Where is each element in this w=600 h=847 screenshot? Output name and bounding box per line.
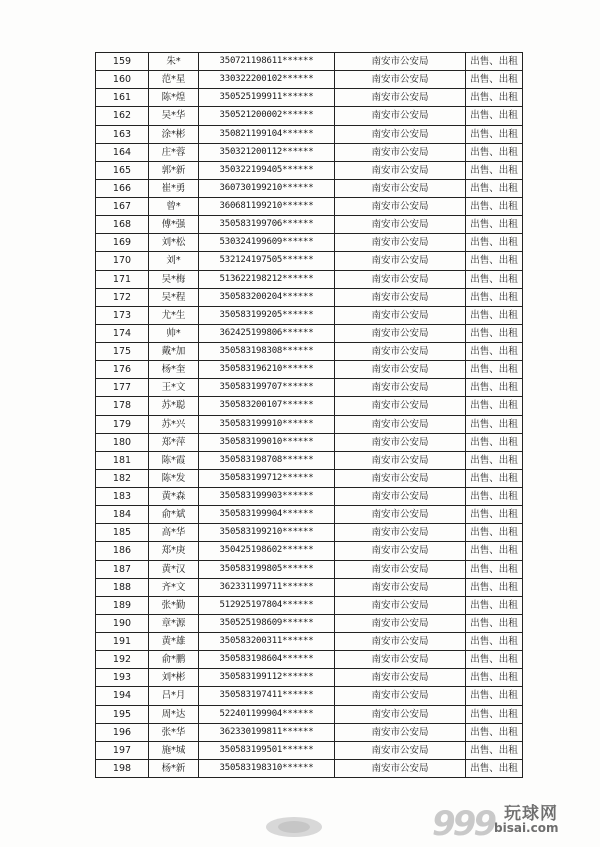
table-row bbox=[96, 89, 523, 107]
id-number: 522401199904****** bbox=[199, 705, 335, 723]
violation-type: 出售、出租 bbox=[466, 107, 523, 125]
table-row bbox=[96, 234, 523, 252]
person-name: 苏*聪 bbox=[149, 397, 199, 415]
person-name: 刘*彬 bbox=[149, 669, 199, 687]
issuing-authority: 南安市公安局 bbox=[335, 542, 466, 560]
table-row bbox=[96, 596, 523, 614]
table-row bbox=[96, 469, 523, 487]
table-row bbox=[96, 161, 523, 179]
table-row bbox=[96, 633, 523, 651]
watermark-brand: 玩球网 bbox=[504, 804, 558, 824]
row-number: 168 bbox=[96, 216, 149, 234]
table-row bbox=[96, 71, 523, 89]
violation-type: 出售、出租 bbox=[466, 669, 523, 687]
violation-type: 出售、出租 bbox=[466, 578, 523, 596]
id-number: 350583199010****** bbox=[199, 433, 335, 451]
row-number: 180 bbox=[96, 433, 149, 451]
id-number: 513622198212****** bbox=[199, 270, 335, 288]
person-name: 俞*斌 bbox=[149, 506, 199, 524]
row-number: 184 bbox=[96, 506, 149, 524]
table-row bbox=[96, 705, 523, 723]
table-row bbox=[96, 379, 523, 397]
records-table bbox=[95, 52, 523, 778]
violation-type: 出售、出租 bbox=[466, 741, 523, 759]
issuing-authority: 南安市公安局 bbox=[335, 651, 466, 669]
violation-type: 出售、出租 bbox=[466, 143, 523, 161]
row-number: 194 bbox=[96, 687, 149, 705]
issuing-authority: 南安市公安局 bbox=[335, 614, 466, 632]
id-number: 350583196210****** bbox=[199, 361, 335, 379]
person-name: 张*勤 bbox=[149, 596, 199, 614]
issuing-authority: 南安市公安局 bbox=[335, 107, 466, 125]
person-name: 陈*煌 bbox=[149, 89, 199, 107]
violation-type: 出售、出租 bbox=[466, 451, 523, 469]
id-number: 350322199405****** bbox=[199, 161, 335, 179]
issuing-authority: 南安市公安局 bbox=[335, 397, 466, 415]
row-number: 175 bbox=[96, 343, 149, 361]
id-number: 350821199104****** bbox=[199, 125, 335, 143]
id-number: 350425198602****** bbox=[199, 542, 335, 560]
issuing-authority: 南安市公安局 bbox=[335, 179, 466, 197]
id-number: 350583199712****** bbox=[199, 469, 335, 487]
id-number: 350583198604****** bbox=[199, 651, 335, 669]
id-number: 350583198310****** bbox=[199, 759, 335, 777]
violation-type: 出售、出租 bbox=[466, 596, 523, 614]
id-number: 362331199711****** bbox=[199, 578, 335, 596]
row-number: 176 bbox=[96, 361, 149, 379]
table-row bbox=[96, 759, 523, 777]
row-number: 192 bbox=[96, 651, 149, 669]
id-number: 350583197411****** bbox=[199, 687, 335, 705]
violation-type: 出售、出租 bbox=[466, 469, 523, 487]
violation-type: 出售、出租 bbox=[466, 506, 523, 524]
person-name: 涂*彬 bbox=[149, 125, 199, 143]
person-name: 傅*强 bbox=[149, 216, 199, 234]
table-row bbox=[96, 198, 523, 216]
issuing-authority: 南安市公安局 bbox=[335, 198, 466, 216]
table-row bbox=[96, 107, 523, 125]
row-number: 191 bbox=[96, 633, 149, 651]
row-number: 177 bbox=[96, 379, 149, 397]
issuing-authority: 南安市公安局 bbox=[335, 705, 466, 723]
issuing-authority: 南安市公安局 bbox=[335, 687, 466, 705]
id-number: 350525199911****** bbox=[199, 89, 335, 107]
row-number: 178 bbox=[96, 397, 149, 415]
issuing-authority: 南安市公安局 bbox=[335, 723, 466, 741]
violation-type: 出售、出租 bbox=[466, 198, 523, 216]
table-row bbox=[96, 179, 523, 197]
violation-type: 出售、出租 bbox=[466, 524, 523, 542]
violation-type: 出售、出租 bbox=[466, 234, 523, 252]
person-name: 齐*文 bbox=[149, 578, 199, 596]
id-number: 362425199806****** bbox=[199, 324, 335, 342]
issuing-authority: 南安市公安局 bbox=[335, 343, 466, 361]
row-number: 170 bbox=[96, 252, 149, 270]
table-row bbox=[96, 397, 523, 415]
violation-type: 出售、出租 bbox=[466, 614, 523, 632]
id-number: 362330199811****** bbox=[199, 723, 335, 741]
issuing-authority: 南安市公安局 bbox=[335, 306, 466, 324]
row-number: 163 bbox=[96, 125, 149, 143]
violation-type: 出售、出租 bbox=[466, 415, 523, 433]
person-name: 黄*雄 bbox=[149, 633, 199, 651]
violation-type: 出售、出租 bbox=[466, 687, 523, 705]
violation-type: 出售、出租 bbox=[466, 161, 523, 179]
row-number: 167 bbox=[96, 198, 149, 216]
violation-type: 出售、出租 bbox=[466, 343, 523, 361]
row-number: 160 bbox=[96, 71, 149, 89]
id-number: 350583199903****** bbox=[199, 488, 335, 506]
table-row bbox=[96, 270, 523, 288]
row-number: 169 bbox=[96, 234, 149, 252]
violation-type: 出售、出租 bbox=[466, 216, 523, 234]
site-watermark bbox=[432, 801, 592, 844]
id-number: 350321200112****** bbox=[199, 143, 335, 161]
table-row bbox=[96, 524, 523, 542]
table-row bbox=[96, 306, 523, 324]
id-number: 350583198308****** bbox=[199, 343, 335, 361]
person-name: 杨*奎 bbox=[149, 361, 199, 379]
row-number: 173 bbox=[96, 306, 149, 324]
table-row bbox=[96, 451, 523, 469]
row-number: 187 bbox=[96, 560, 149, 578]
violation-type: 出售、出租 bbox=[466, 433, 523, 451]
violation-type: 出售、出租 bbox=[466, 542, 523, 560]
row-number: 181 bbox=[96, 451, 149, 469]
violation-type: 出售、出租 bbox=[466, 306, 523, 324]
table-row bbox=[96, 361, 523, 379]
id-number: 350583199706****** bbox=[199, 216, 335, 234]
row-number: 172 bbox=[96, 288, 149, 306]
id-number: 532124197505****** bbox=[199, 252, 335, 270]
id-number: 350583200204****** bbox=[199, 288, 335, 306]
issuing-authority: 南安市公安局 bbox=[335, 89, 466, 107]
id-number: 350583199210****** bbox=[199, 524, 335, 542]
violation-type: 出售、出租 bbox=[466, 633, 523, 651]
person-name: 俞*鹏 bbox=[149, 651, 199, 669]
records-table-body bbox=[96, 53, 523, 778]
row-number: 189 bbox=[96, 596, 149, 614]
issuing-authority: 南安市公安局 bbox=[335, 488, 466, 506]
table-row bbox=[96, 252, 523, 270]
issuing-authority: 南安市公安局 bbox=[335, 125, 466, 143]
table-row bbox=[96, 669, 523, 687]
person-name: 刘* bbox=[149, 252, 199, 270]
violation-type: 出售、出租 bbox=[466, 705, 523, 723]
person-name: 黄*汉 bbox=[149, 560, 199, 578]
id-number: 350583199205****** bbox=[199, 306, 335, 324]
row-number: 174 bbox=[96, 324, 149, 342]
person-name: 苏*兴 bbox=[149, 415, 199, 433]
id-number: 350583199501****** bbox=[199, 741, 335, 759]
violation-type: 出售、出租 bbox=[466, 651, 523, 669]
person-name: 范*星 bbox=[149, 71, 199, 89]
violation-type: 出售、出租 bbox=[466, 379, 523, 397]
id-number: 360730199210****** bbox=[199, 179, 335, 197]
row-number: 185 bbox=[96, 524, 149, 542]
issuing-authority: 南安市公安局 bbox=[335, 161, 466, 179]
issuing-authority: 南安市公安局 bbox=[335, 669, 466, 687]
ink-smudge bbox=[262, 813, 326, 841]
issuing-authority: 南安市公安局 bbox=[335, 633, 466, 651]
id-number: 512925197804****** bbox=[199, 596, 335, 614]
violation-type: 出售、出租 bbox=[466, 53, 523, 71]
id-number: 350583199112****** bbox=[199, 669, 335, 687]
issuing-authority: 南安市公安局 bbox=[335, 741, 466, 759]
row-number: 164 bbox=[96, 143, 149, 161]
violation-type: 出售、出租 bbox=[466, 759, 523, 777]
watermark-digits: 999 bbox=[432, 804, 494, 844]
issuing-authority: 南安市公安局 bbox=[335, 433, 466, 451]
person-name: 刘*松 bbox=[149, 234, 199, 252]
violation-type: 出售、出租 bbox=[466, 723, 523, 741]
row-number: 161 bbox=[96, 89, 149, 107]
id-number: 350721198611****** bbox=[199, 53, 335, 71]
person-name: 吴*梅 bbox=[149, 270, 199, 288]
row-number: 162 bbox=[96, 107, 149, 125]
person-name: 杨*新 bbox=[149, 759, 199, 777]
person-name: 戴*加 bbox=[149, 343, 199, 361]
table-row bbox=[96, 560, 523, 578]
id-number: 330322200102****** bbox=[199, 71, 335, 89]
person-name: 高*华 bbox=[149, 524, 199, 542]
table-row bbox=[96, 415, 523, 433]
issuing-authority: 南安市公安局 bbox=[335, 415, 466, 433]
issuing-authority: 南安市公安局 bbox=[335, 759, 466, 777]
person-name: 陈*发 bbox=[149, 469, 199, 487]
table-row bbox=[96, 578, 523, 596]
issuing-authority: 南安市公安局 bbox=[335, 71, 466, 89]
person-name: 吴*华 bbox=[149, 107, 199, 125]
person-name: 曾* bbox=[149, 198, 199, 216]
violation-type: 出售、出租 bbox=[466, 361, 523, 379]
person-name: 施*城 bbox=[149, 741, 199, 759]
person-name: 庄*蓉 bbox=[149, 143, 199, 161]
person-name: 张*华 bbox=[149, 723, 199, 741]
id-number: 530324199609****** bbox=[199, 234, 335, 252]
issuing-authority: 南安市公安局 bbox=[335, 252, 466, 270]
violation-type: 出售、出租 bbox=[466, 252, 523, 270]
id-number: 350583199910****** bbox=[199, 415, 335, 433]
row-number: 165 bbox=[96, 161, 149, 179]
table-row bbox=[96, 723, 523, 741]
row-number: 179 bbox=[96, 415, 149, 433]
id-number: 360681199210****** bbox=[199, 198, 335, 216]
row-number: 193 bbox=[96, 669, 149, 687]
issuing-authority: 南安市公安局 bbox=[335, 234, 466, 252]
table-row bbox=[96, 343, 523, 361]
person-name: 章*源 bbox=[149, 614, 199, 632]
table-row bbox=[96, 687, 523, 705]
violation-type: 出售、出租 bbox=[466, 125, 523, 143]
violation-type: 出售、出租 bbox=[466, 288, 523, 306]
person-name: 朱* bbox=[149, 53, 199, 71]
id-number: 350583200311****** bbox=[199, 633, 335, 651]
row-number: 159 bbox=[96, 53, 149, 71]
row-number: 171 bbox=[96, 270, 149, 288]
issuing-authority: 南安市公安局 bbox=[335, 578, 466, 596]
violation-type: 出售、出租 bbox=[466, 270, 523, 288]
issuing-authority: 南安市公安局 bbox=[335, 469, 466, 487]
row-number: 188 bbox=[96, 578, 149, 596]
issuing-authority: 南安市公安局 bbox=[335, 379, 466, 397]
person-name: 吴*程 bbox=[149, 288, 199, 306]
table-row bbox=[96, 542, 523, 560]
issuing-authority: 南安市公安局 bbox=[335, 506, 466, 524]
table-row bbox=[96, 216, 523, 234]
table-row bbox=[96, 125, 523, 143]
issuing-authority: 南安市公安局 bbox=[335, 143, 466, 161]
row-number: 197 bbox=[96, 741, 149, 759]
row-number: 186 bbox=[96, 542, 149, 560]
id-number: 350583198708****** bbox=[199, 451, 335, 469]
table-row bbox=[96, 488, 523, 506]
person-name: 黄*森 bbox=[149, 488, 199, 506]
issuing-authority: 南安市公安局 bbox=[335, 596, 466, 614]
violation-type: 出售、出租 bbox=[466, 89, 523, 107]
table-row bbox=[96, 324, 523, 342]
id-number: 350583199904****** bbox=[199, 506, 335, 524]
violation-type: 出售、出租 bbox=[466, 397, 523, 415]
row-number: 182 bbox=[96, 469, 149, 487]
id-number: 350583199805****** bbox=[199, 560, 335, 578]
row-number: 195 bbox=[96, 705, 149, 723]
row-number: 183 bbox=[96, 488, 149, 506]
person-name: 王*文 bbox=[149, 379, 199, 397]
person-name: 郑*萍 bbox=[149, 433, 199, 451]
violation-type: 出售、出租 bbox=[466, 488, 523, 506]
id-number: 350521200002****** bbox=[199, 107, 335, 125]
violation-type: 出售、出租 bbox=[466, 560, 523, 578]
table-row bbox=[96, 53, 523, 71]
table-row bbox=[96, 651, 523, 669]
person-name: 郭*新 bbox=[149, 161, 199, 179]
issuing-authority: 南安市公安局 bbox=[335, 53, 466, 71]
issuing-authority: 南安市公安局 bbox=[335, 451, 466, 469]
issuing-authority: 南安市公安局 bbox=[335, 560, 466, 578]
person-name: 帅* bbox=[149, 324, 199, 342]
person-name: 吕*月 bbox=[149, 687, 199, 705]
issuing-authority: 南安市公安局 bbox=[335, 270, 466, 288]
issuing-authority: 南安市公安局 bbox=[335, 324, 466, 342]
table-row bbox=[96, 288, 523, 306]
issuing-authority: 南安市公安局 bbox=[335, 216, 466, 234]
person-name: 陈*霞 bbox=[149, 451, 199, 469]
table-row bbox=[96, 741, 523, 759]
person-name: 崔*勇 bbox=[149, 179, 199, 197]
violation-type: 出售、出租 bbox=[466, 71, 523, 89]
person-name: 郑*庚 bbox=[149, 542, 199, 560]
table-row bbox=[96, 433, 523, 451]
person-name: 尤*生 bbox=[149, 306, 199, 324]
table-row bbox=[96, 614, 523, 632]
violation-type: 出售、出租 bbox=[466, 179, 523, 197]
watermark-url: bisai.com bbox=[494, 821, 559, 835]
table-row bbox=[96, 143, 523, 161]
issuing-authority: 南安市公安局 bbox=[335, 288, 466, 306]
id-number: 350525198609****** bbox=[199, 614, 335, 632]
issuing-authority: 南安市公安局 bbox=[335, 524, 466, 542]
row-number: 196 bbox=[96, 723, 149, 741]
table-row bbox=[96, 506, 523, 524]
id-number: 350583199707****** bbox=[199, 379, 335, 397]
row-number: 166 bbox=[96, 179, 149, 197]
person-name: 周*达 bbox=[149, 705, 199, 723]
id-number: 350583200107****** bbox=[199, 397, 335, 415]
row-number: 190 bbox=[96, 614, 149, 632]
row-number: 198 bbox=[96, 759, 149, 777]
issuing-authority: 南安市公安局 bbox=[335, 361, 466, 379]
violation-type: 出售、出租 bbox=[466, 324, 523, 342]
